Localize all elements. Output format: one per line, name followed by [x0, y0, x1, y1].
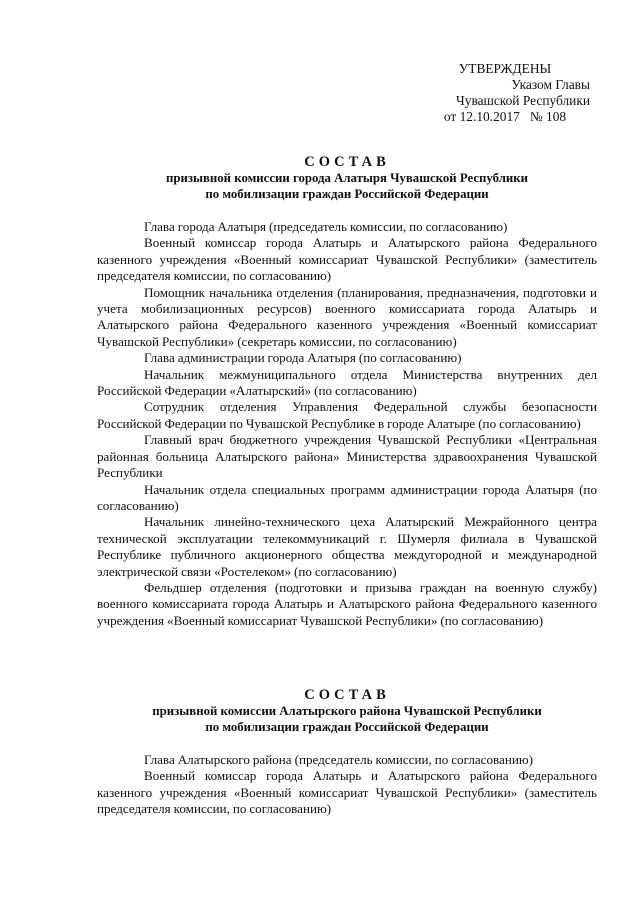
- section-heading: СОСТАВ: [304, 687, 390, 703]
- member-item: Глава города Алатыря (председатель комиссии, по согласованию): [144, 219, 508, 234]
- section-subtitle-line1: призывной комиссии Алатырского района Чувашской Республики: [152, 704, 542, 718]
- member-list: [97, 752, 597, 818]
- commission-section-city: [97, 153, 597, 629]
- member-item: Фельдшер отделения (подготовки и призыва граждан на военную службу) военного комиссариата города Алатырь и Алатырского района Федерального казенного учреждения «Военный комиссариат Чувашской Республики» (по согласованию): [97, 579, 597, 628]
- approval-stamp: [420, 61, 590, 125]
- member-item: Главный врач бюджетного учреждения Чувашской Республики «Центральная районная больница Алатырского района» Министерства здравоохранения Чувашской Республики: [97, 432, 597, 481]
- section-heading: СОСТАВ: [304, 154, 390, 170]
- member-item: Глава администрации города Алатыря (по согласованию): [144, 350, 462, 366]
- member-list: [97, 219, 597, 629]
- section-subtitle-line2: по мобилизации граждан Российской Федерации: [205, 186, 489, 201]
- approval-republic: Чувашской Республики: [456, 93, 590, 108]
- member-item: Сотрудник отделения Управления Федеральной службы безопасности Российской Федерации по Чувашской Республике в городе Алатыре (по согласованию): [97, 399, 597, 431]
- member-item: Помощник начальника отделения (планирования, предназначения, подготовки и учета мобилизационных ресурсов) военного комиссариата города Алатырь и Алатырского района Федерального казенного учреждения «Военный комиссариат Чувашской Республики» (секретарь комиссии, по согласованию): [97, 284, 597, 349]
- member-item: Глава Алатырского района (председатель комиссии, по согласованию): [144, 752, 533, 767]
- member-item: Начальник отдела специальных программ администрации города Алатыря (по согласованию): [97, 481, 597, 513]
- approval-date-number: от 12.10.2017 № 108: [443, 109, 567, 124]
- section-subtitle-line1: призывной комиссии города Алатыря Чувашской Республики: [165, 171, 529, 185]
- approval-decree: Указом Главы: [511, 77, 590, 92]
- member-item: Военный комиссар города Алатырь и Алатырского района Федерального казенного учреждения «Военный комиссариат Чувашской Республики» (заместитель председателя комиссии, по согласованию): [97, 235, 597, 284]
- member-item: Военный комиссар города Алатырь и Алатырского района Федерального казенного учреждения «Военный комиссариат Чувашской Республики» (заместитель председателя комиссии, по согласованию): [97, 768, 597, 817]
- commission-section-district: [97, 686, 597, 818]
- member-item: Начальник межмуниципального отдела Министерства внутренних дел Российской Федерации «Алатырский» (по согласованию): [97, 366, 597, 399]
- member-item: Начальник линейно-технического цеха Алатырский Межрайонного центра технической эксплуатации телекоммуникаций г. Шумерля филиала в Чувашской Республике публичного акционерного общества междугородной и международной электрической связи «Ростелеком» (по согласованию): [97, 514, 597, 579]
- approval-title: УТВЕРЖДЕНЫ: [458, 61, 552, 76]
- section-subtitle-line2: по мобилизации граждан Российской Федерации: [205, 719, 489, 734]
